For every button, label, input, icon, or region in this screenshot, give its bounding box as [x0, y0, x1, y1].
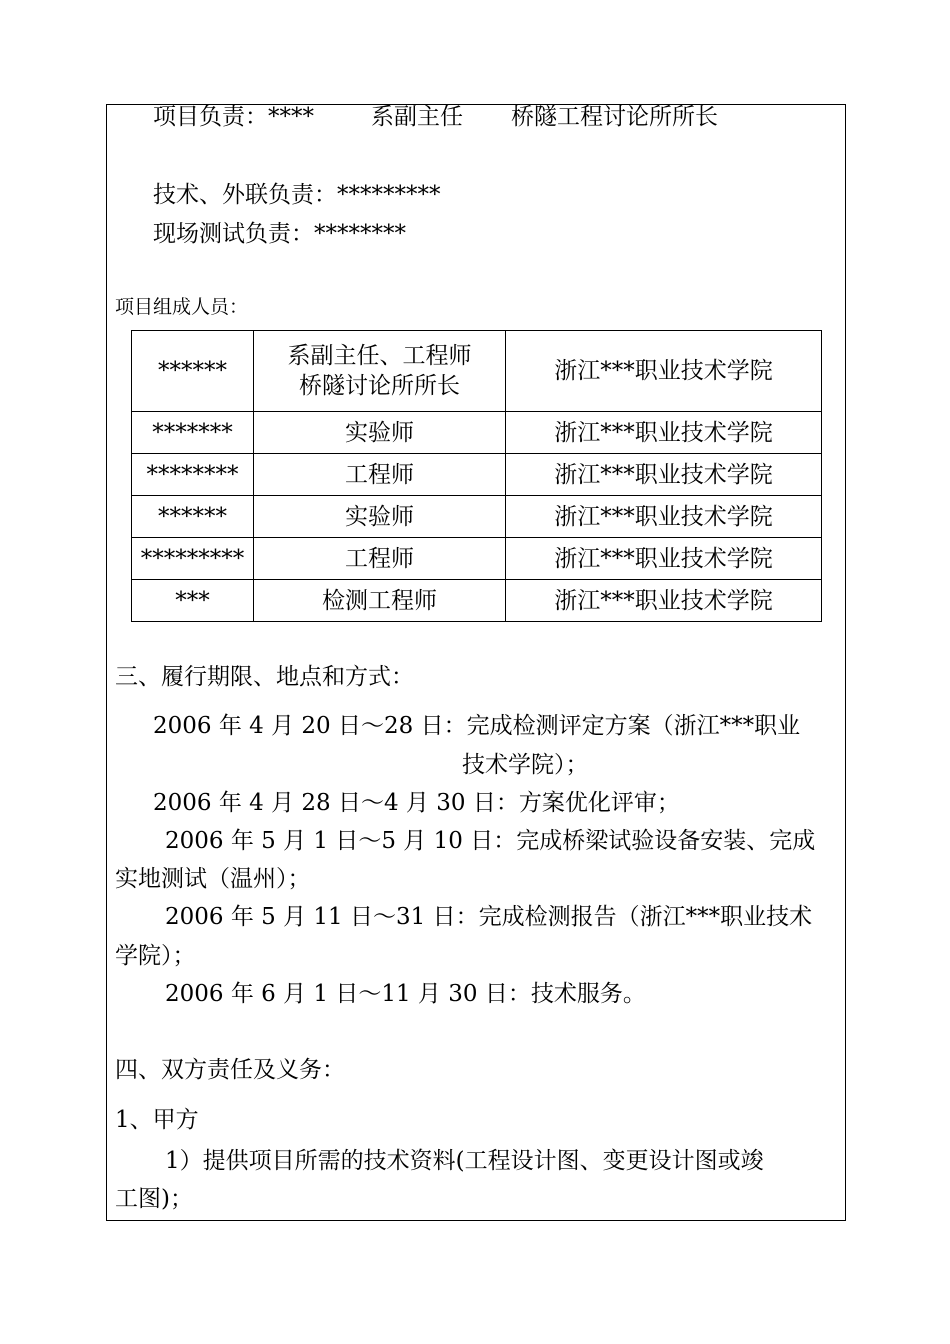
- schedule-line: 2006 年 4 月 28 日～4 月 30 日：方案优化评审；: [153, 790, 680, 816]
- member-role: 工程师: [253, 538, 505, 580]
- member-org: 浙江***职业技术学院: [506, 412, 822, 454]
- table-row: [132, 538, 822, 580]
- tech-liaison-line: 技术、外联负责：*********: [153, 182, 441, 208]
- members-table: [131, 330, 822, 622]
- schedule-line: 实地测试（温州）；: [115, 866, 311, 892]
- member-name: *******: [132, 412, 254, 454]
- member-role: [253, 331, 505, 412]
- member-name: ******: [132, 496, 254, 538]
- project-lead-title2: 桥隧工程讨论所所长: [511, 104, 718, 130]
- schedule-line: 学院）；: [115, 943, 196, 969]
- member-name: ******: [132, 331, 254, 412]
- table-row: [132, 496, 822, 538]
- member-name: *********: [132, 538, 254, 580]
- member-org: 浙江***职业技术学院: [506, 538, 822, 580]
- schedule-line: 技术学院）；: [462, 752, 589, 778]
- section4-heading: 四、双方责任及义务：: [115, 1057, 345, 1083]
- member-role: 检测工程师: [253, 580, 505, 622]
- member-org: 浙江***职业技术学院: [506, 580, 822, 622]
- table-row: [132, 454, 822, 496]
- schedule-line: 2006 年 5 月 11 日～31 日：完成检测报告（浙江***职业技术: [165, 904, 813, 930]
- members-heading: 项目组成人员：: [115, 296, 249, 318]
- member-name: ********: [132, 454, 254, 496]
- table-row: [132, 331, 822, 412]
- schedule-line: 2006 年 4 月 20 日～28 日：完成检测评定方案（浙江***职业: [153, 713, 801, 739]
- table-row: [132, 412, 822, 454]
- member-role: 工程师: [253, 454, 505, 496]
- section3-heading: 三、履行期限、地点和方式：: [115, 664, 414, 690]
- member-name: ***: [132, 580, 254, 622]
- member-org: 浙江***职业技术学院: [506, 496, 822, 538]
- member-role-line: 桥隧讨论所所长: [299, 373, 460, 399]
- schedule-line: 2006 年 6 月 1 日～11 月 30 日：技术服务。: [165, 981, 646, 1007]
- obligation-line: 工图)；: [115, 1186, 193, 1212]
- project-lead-label: 项目负责：****: [153, 104, 314, 130]
- member-org: 浙江***职业技术学院: [506, 331, 822, 412]
- member-role-line: 系副主任、工程师: [287, 343, 472, 369]
- obligation-line: 1）提供项目所需的技术资料(工程设计图、变更设计图或竣: [165, 1148, 764, 1174]
- party-a-heading: 1、甲方: [115, 1107, 199, 1133]
- table-row: [132, 580, 822, 622]
- schedule-line: 2006 年 5 月 1 日～5 月 10 日：完成桥梁试验设备安装、完成: [165, 828, 816, 854]
- field-test-line: 现场测试负责：********: [153, 221, 406, 247]
- member-role: 实验师: [253, 412, 505, 454]
- project-lead-title1: 系副主任: [371, 104, 463, 130]
- member-org: 浙江***职业技术学院: [506, 454, 822, 496]
- member-role: 实验师: [253, 496, 505, 538]
